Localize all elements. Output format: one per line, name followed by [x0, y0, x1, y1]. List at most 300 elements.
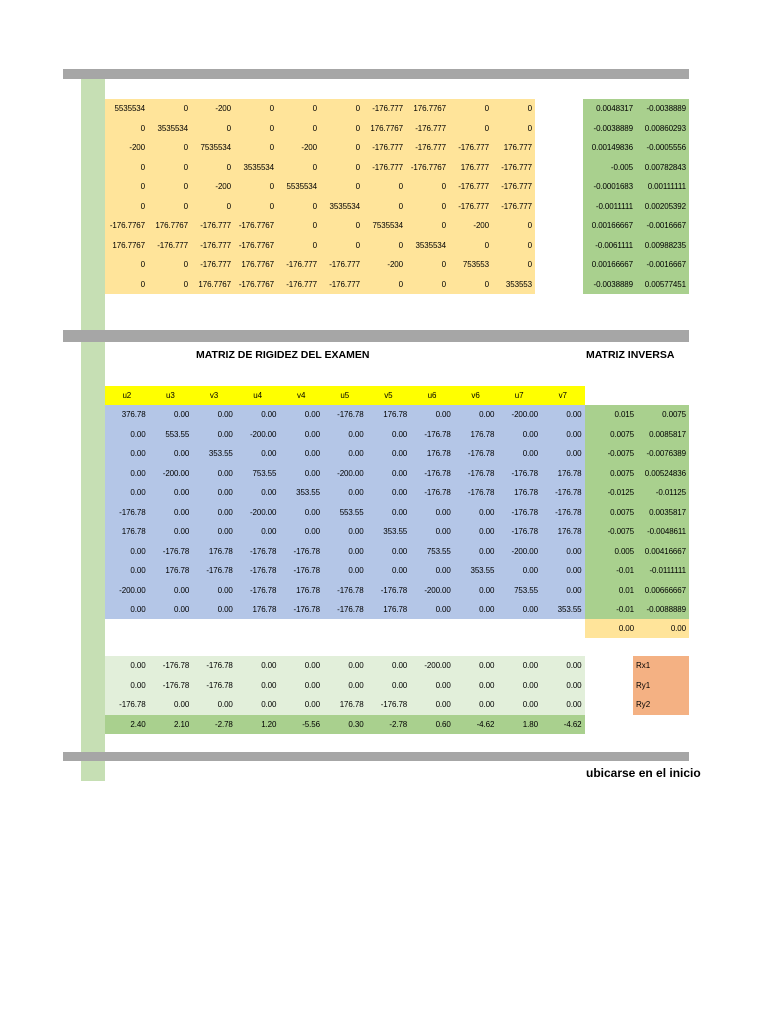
inverse-cell[interactable]: 0.00524836: [644, 468, 686, 478]
matrix-cell[interactable]: 0: [484, 279, 489, 289]
inverse-cell[interactable]: 0.0075: [610, 507, 634, 517]
inverse-cell[interactable]: -0.0016667: [646, 221, 686, 230]
matrix-cell[interactable]: 0.00: [217, 488, 233, 497]
matrix-cell[interactable]: 0: [312, 123, 317, 133]
matrix-cell[interactable]: 176.7767: [198, 279, 231, 289]
matrix-cell[interactable]: 0.00: [479, 585, 495, 595]
reaction-cell[interactable]: 0.00: [261, 680, 277, 690]
matrix-cell[interactable]: 0: [269, 182, 274, 191]
reaction-cell[interactable]: 0.00: [217, 700, 233, 709]
reaction-cell[interactable]: 0.00: [348, 661, 364, 670]
matrix-cell[interactable]: -176.78: [293, 546, 320, 556]
inverse-cell[interactable]: 0.01: [618, 585, 634, 595]
matrix-cell[interactable]: 176.78: [557, 527, 582, 536]
matrix-cell[interactable]: 0.00: [130, 429, 146, 439]
matrix-cell[interactable]: 176.78: [121, 527, 146, 536]
matrix-cell[interactable]: 0.00: [217, 585, 233, 595]
matrix-cell[interactable]: 0.00: [130, 605, 146, 614]
matrix-cell[interactable]: -176.78: [555, 507, 582, 517]
matrix-cell[interactable]: 0.00: [304, 429, 320, 439]
matrix-cell[interactable]: -176.777: [286, 260, 317, 269]
matrix-cell[interactable]: 0.00: [304, 410, 320, 419]
matrix-cell[interactable]: 0.00: [348, 488, 364, 497]
matrix-cell[interactable]: -200.00: [249, 429, 277, 439]
matrix-cell[interactable]: 0.00: [217, 605, 233, 614]
matrix-cell[interactable]: -200.00: [119, 585, 146, 595]
matrix-cell[interactable]: 0.00: [522, 429, 538, 439]
matrix-cell[interactable]: -176.78: [467, 488, 495, 497]
matrix-cell[interactable]: 0.00: [174, 585, 190, 595]
matrix-cell[interactable]: 3535534: [243, 162, 274, 172]
header-cell[interactable]: u6: [427, 391, 437, 400]
matrix-cell[interactable]: 0.00: [566, 585, 582, 595]
reaction-cell[interactable]: -176.78: [206, 661, 233, 670]
inverse-cell[interactable]: 0.00988235: [644, 240, 686, 250]
matrix-cell[interactable]: -176.777: [458, 182, 489, 191]
matrix-cell[interactable]: 0.00: [130, 546, 146, 556]
matrix-cell[interactable]: -176.777: [329, 260, 360, 269]
matrix-cell[interactable]: 376.78: [121, 410, 146, 419]
matrix-cell[interactable]: -176.777: [329, 279, 360, 289]
reaction-cell[interactable]: 0.00: [479, 700, 495, 709]
matrix-cell[interactable]: 0: [312, 162, 317, 172]
matrix-cell[interactable]: -200.00: [249, 507, 277, 517]
matrix-cell[interactable]: 176.78: [165, 566, 190, 575]
displacement-cell[interactable]: -2.78: [389, 720, 408, 729]
matrix-cell[interactable]: -176.78: [337, 585, 364, 595]
inverse-cell[interactable]: 0.005: [614, 546, 634, 556]
matrix-cell[interactable]: 0.00: [217, 429, 233, 439]
matrix-cell[interactable]: 353.55: [383, 527, 408, 536]
displacement-cell[interactable]: -5.56: [302, 720, 320, 729]
matrix-cell[interactable]: 0.00: [130, 566, 146, 575]
matrix-cell[interactable]: 176.7767: [155, 221, 188, 230]
matrix-cell[interactable]: 0: [355, 162, 360, 172]
matrix-cell[interactable]: -176.78: [555, 488, 582, 497]
reaction-cell[interactable]: -176.78: [206, 680, 233, 690]
matrix-cell[interactable]: -176.78: [467, 468, 495, 478]
displacement-cell[interactable]: 0.60: [435, 720, 451, 729]
matrix-cell[interactable]: 0: [183, 260, 188, 269]
matrix-cell[interactable]: 3535534: [329, 201, 360, 211]
matrix-cell[interactable]: 0: [183, 279, 188, 289]
matrix-cell[interactable]: 0.00: [391, 546, 408, 556]
matrix-cell[interactable]: 176.78: [208, 546, 233, 556]
matrix-cell[interactable]: -176.777: [372, 162, 403, 172]
matrix-cell[interactable]: 0.00: [479, 410, 495, 419]
matrix-cell[interactable]: 176.7767: [413, 104, 446, 113]
matrix-cell[interactable]: 353.55: [557, 605, 582, 614]
matrix-cell[interactable]: 753553: [462, 260, 489, 269]
matrix-cell[interactable]: 0: [527, 260, 532, 269]
matrix-cell[interactable]: 7535534: [372, 221, 403, 230]
reaction-cell[interactable]: 0.00: [522, 700, 538, 709]
inverse-cell[interactable]: -0.0048611: [647, 527, 686, 536]
inverse-cell[interactable]: 0.00577451: [644, 279, 686, 289]
matrix-cell[interactable]: 176.78: [514, 488, 538, 497]
inverse-cell[interactable]: -0.0038889: [646, 104, 686, 113]
go-to-start-link[interactable]: ubicarse en el inicio: [586, 766, 701, 780]
matrix-cell[interactable]: 0.00: [261, 410, 277, 419]
header-cell[interactable]: v3: [209, 391, 219, 400]
matrix-cell[interactable]: 0: [140, 260, 145, 269]
matrix-cell[interactable]: -176.78: [337, 410, 364, 419]
matrix-cell[interactable]: 0.00: [174, 488, 190, 497]
matrix-cell[interactable]: -176.7767: [238, 221, 274, 230]
matrix-cell[interactable]: 0.00: [130, 488, 146, 497]
inverse-cell[interactable]: -0.0088889: [646, 605, 686, 614]
matrix-cell[interactable]: 0.00: [174, 410, 190, 419]
inverse-cell[interactable]: 0.00166667: [591, 260, 633, 269]
inverse-cell[interactable]: -0.01: [616, 605, 634, 614]
matrix-cell[interactable]: -176.78: [249, 566, 277, 575]
matrix-cell[interactable]: -176.78: [249, 585, 277, 595]
inverse-cell[interactable]: 0.0048317: [596, 104, 633, 113]
matrix-cell[interactable]: 3535534: [157, 123, 188, 133]
inverse-cell[interactable]: 0.0075: [662, 410, 686, 419]
matrix-cell[interactable]: 0: [527, 123, 532, 133]
matrix-cell[interactable]: -176.78: [424, 468, 451, 478]
matrix-cell[interactable]: -176.777: [200, 221, 231, 230]
matrix-cell[interactable]: 0.00: [479, 527, 495, 536]
matrix-cell[interactable]: 176.78: [252, 605, 277, 614]
matrix-cell[interactable]: 0: [312, 240, 317, 250]
matrix-cell[interactable]: 0.00: [391, 449, 408, 458]
displacement-cell[interactable]: -4.62: [563, 720, 582, 729]
inverse-cell[interactable]: -0.0125: [607, 488, 634, 497]
matrix-cell[interactable]: 0.00: [217, 468, 233, 478]
matrix-cell[interactable]: 0: [355, 182, 360, 191]
matrix-cell[interactable]: 0: [183, 201, 188, 211]
reaction-cell[interactable]: 176.78: [339, 700, 364, 709]
reaction-cell[interactable]: 0.00: [435, 680, 451, 690]
matrix-cell[interactable]: -176.777: [501, 162, 532, 172]
reaction-cell[interactable]: 0.00: [566, 700, 582, 709]
inverse-cell[interactable]: -0.0038889: [593, 123, 633, 133]
inverse-cell[interactable]: -0.0061111: [595, 240, 633, 250]
header-cell[interactable]: u3: [166, 391, 175, 400]
matrix-cell[interactable]: -176.777: [458, 201, 489, 211]
matrix-cell[interactable]: 0: [484, 123, 489, 133]
matrix-cell[interactable]: 0.00: [522, 449, 538, 458]
matrix-cell[interactable]: -200: [301, 143, 317, 152]
matrix-cell[interactable]: 353553: [505, 279, 532, 289]
matrix-cell[interactable]: 0: [312, 201, 317, 211]
matrix-cell[interactable]: 0.00: [522, 605, 538, 614]
matrix-cell[interactable]: 0.00: [130, 449, 146, 458]
matrix-cell[interactable]: -176.78: [162, 546, 190, 556]
matrix-cell[interactable]: 0: [312, 221, 317, 230]
matrix-cell[interactable]: -176.78: [511, 468, 538, 478]
header-cell[interactable]: v7: [558, 391, 567, 400]
matrix-cell[interactable]: 0: [484, 240, 489, 250]
matrix-cell[interactable]: -200.00: [337, 468, 364, 478]
reaction-cell[interactable]: -176.78: [162, 661, 190, 670]
matrix-cell[interactable]: -176.777: [415, 123, 446, 133]
total-cell[interactable]: 0.00: [618, 624, 634, 633]
matrix-cell[interactable]: -176.777: [458, 143, 489, 152]
reaction-cell[interactable]: 0.00: [130, 661, 146, 670]
matrix-cell[interactable]: -176.78: [511, 507, 538, 517]
inverse-cell[interactable]: 0.00166667: [591, 221, 633, 230]
matrix-cell[interactable]: 0: [183, 104, 188, 113]
inverse-cell[interactable]: -0.0038889: [593, 279, 633, 289]
matrix-cell[interactable]: 0.00: [304, 527, 320, 536]
inverse-cell[interactable]: 0.00416667: [644, 546, 686, 556]
inverse-cell[interactable]: 0.00782843: [644, 162, 686, 172]
matrix-cell[interactable]: -176.78: [293, 605, 320, 614]
matrix-cell[interactable]: 0: [398, 201, 403, 211]
matrix-cell[interactable]: 0.00: [130, 468, 146, 478]
matrix-cell[interactable]: -200.00: [424, 585, 451, 595]
matrix-cell[interactable]: -176.777: [372, 104, 403, 113]
matrix-cell[interactable]: 553.55: [165, 429, 190, 439]
matrix-cell[interactable]: -176.7767: [238, 240, 274, 250]
matrix-cell[interactable]: 0.00: [566, 546, 582, 556]
matrix-cell[interactable]: 0.00: [217, 507, 233, 517]
matrix-cell[interactable]: 0: [226, 201, 231, 211]
matrix-cell[interactable]: 0.00: [435, 605, 451, 614]
displacement-cell[interactable]: 1.80: [522, 720, 538, 729]
inverse-cell[interactable]: 0.00149836: [591, 143, 633, 152]
matrix-cell[interactable]: 0: [140, 182, 145, 191]
matrix-cell[interactable]: 0.00: [174, 527, 190, 536]
inverse-cell[interactable]: -0.0011111: [595, 201, 633, 211]
displacement-cell[interactable]: -4.62: [476, 720, 495, 729]
matrix-cell[interactable]: 0: [441, 201, 446, 211]
matrix-cell[interactable]: 0: [355, 123, 360, 133]
matrix-cell[interactable]: 0: [183, 162, 188, 172]
matrix-cell[interactable]: -176.7767: [410, 162, 446, 172]
matrix-cell[interactable]: 0.00: [304, 449, 320, 458]
matrix-cell[interactable]: 0.00: [174, 605, 190, 614]
matrix-cell[interactable]: 0: [527, 221, 532, 230]
matrix-cell[interactable]: 0.00: [261, 527, 277, 536]
matrix-cell[interactable]: 176.777: [460, 162, 489, 172]
header-cell[interactable]: u5: [340, 391, 350, 400]
matrix-cell[interactable]: 0.00: [435, 410, 451, 419]
matrix-cell[interactable]: 0: [398, 279, 403, 289]
matrix-cell[interactable]: 0.00: [391, 429, 408, 439]
matrix-cell[interactable]: 0.00: [348, 527, 364, 536]
matrix-cell[interactable]: -176.78: [206, 566, 233, 575]
matrix-cell[interactable]: 176.78: [296, 585, 320, 595]
matrix-cell[interactable]: 0: [269, 104, 274, 113]
inverse-cell[interactable]: -0.0075: [607, 449, 634, 458]
matrix-cell[interactable]: -176.777: [286, 279, 317, 289]
matrix-cell[interactable]: 0.00: [261, 449, 277, 458]
matrix-cell[interactable]: 5535534: [286, 182, 317, 191]
reaction-cell[interactable]: 0.00: [348, 680, 364, 690]
reaction-cell[interactable]: -176.78: [119, 700, 146, 709]
inverse-cell[interactable]: 0.0075: [610, 468, 634, 478]
matrix-cell[interactable]: 176.7767: [370, 123, 403, 133]
inverse-cell[interactable]: -0.005: [610, 162, 633, 172]
displacement-cell[interactable]: 0.30: [348, 720, 364, 729]
inverse-cell[interactable]: -0.0016667: [646, 260, 686, 269]
matrix-cell[interactable]: 0: [226, 162, 231, 172]
total-cell[interactable]: 0.00: [670, 624, 686, 633]
matrix-cell[interactable]: -176.777: [200, 260, 231, 269]
matrix-cell[interactable]: 0: [140, 279, 145, 289]
inverse-cell[interactable]: 0.00860293: [644, 123, 686, 133]
matrix-cell[interactable]: -200: [215, 104, 231, 113]
matrix-cell[interactable]: 0: [269, 201, 274, 211]
reaction-cell[interactable]: 0.00: [522, 680, 538, 690]
matrix-cell[interactable]: 0.00: [391, 468, 408, 478]
matrix-cell[interactable]: 0: [441, 221, 446, 230]
displacement-cell[interactable]: 2.40: [130, 720, 146, 729]
matrix-cell[interactable]: -176.777: [501, 201, 532, 211]
inverse-cell[interactable]: -0.01: [616, 566, 634, 575]
matrix-cell[interactable]: 0: [140, 162, 145, 172]
matrix-cell[interactable]: -200.00: [162, 468, 190, 478]
reaction-cell[interactable]: 0.00: [522, 661, 538, 670]
matrix-cell[interactable]: 0.00: [217, 410, 233, 419]
matrix-cell[interactable]: 0.00: [435, 527, 451, 536]
matrix-cell[interactable]: -176.78: [337, 605, 364, 614]
matrix-cell[interactable]: 0.00: [217, 527, 233, 536]
header-cell[interactable]: v4: [297, 391, 306, 400]
matrix-cell[interactable]: 0: [398, 182, 403, 191]
matrix-cell[interactable]: 0: [140, 123, 145, 133]
matrix-cell[interactable]: 353.55: [470, 566, 495, 575]
matrix-cell[interactable]: 753.55: [514, 585, 538, 595]
displacement-cell[interactable]: 2.10: [174, 720, 190, 729]
matrix-cell[interactable]: 0: [441, 182, 446, 191]
reaction-cell[interactable]: 0.00: [261, 700, 277, 709]
matrix-cell[interactable]: 0: [527, 104, 532, 113]
reaction-cell[interactable]: 0.00: [130, 680, 146, 690]
matrix-cell[interactable]: 0.00: [348, 546, 364, 556]
matrix-cell[interactable]: -200: [473, 221, 489, 230]
matrix-cell[interactable]: 0: [527, 240, 532, 250]
inverse-cell[interactable]: -0.0111111: [649, 566, 686, 575]
matrix-cell[interactable]: 0.00: [435, 507, 451, 517]
matrix-cell[interactable]: 176.78: [470, 429, 495, 439]
matrix-cell[interactable]: -176.777: [200, 240, 231, 250]
matrix-cell[interactable]: 753.55: [252, 468, 277, 478]
matrix-cell[interactable]: 0: [441, 260, 446, 269]
matrix-cell[interactable]: -176.78: [249, 546, 277, 556]
matrix-cell[interactable]: 176.7767: [112, 240, 145, 250]
matrix-cell[interactable]: 176.78: [383, 605, 408, 614]
reaction-cell[interactable]: -176.78: [380, 700, 408, 709]
matrix-cell[interactable]: 0.00: [566, 449, 582, 458]
inverse-cell[interactable]: 0.00205392: [644, 201, 686, 211]
matrix-cell[interactable]: -176.78: [511, 527, 538, 536]
inverse-cell[interactable]: 0.015: [614, 410, 634, 419]
matrix-cell[interactable]: 0: [140, 201, 145, 211]
header-cell[interactable]: v5: [384, 391, 393, 400]
reaction-cell[interactable]: 0.00: [304, 700, 320, 709]
reaction-cell[interactable]: 0.00: [566, 680, 582, 690]
inverse-cell[interactable]: -0.01125: [655, 488, 686, 497]
header-cell[interactable]: u4: [253, 391, 262, 400]
matrix-cell[interactable]: -176.7767: [238, 279, 274, 289]
matrix-cell[interactable]: 0.00: [304, 507, 320, 517]
matrix-cell[interactable]: 0: [226, 123, 231, 133]
matrix-cell[interactable]: 0.00: [348, 449, 364, 458]
displacement-cell[interactable]: 1.20: [261, 720, 277, 729]
matrix-cell[interactable]: 176.78: [426, 449, 451, 458]
header-cell[interactable]: u7: [514, 391, 524, 400]
matrix-cell[interactable]: 0.00: [479, 546, 495, 556]
matrix-cell[interactable]: 3535534: [415, 240, 446, 250]
matrix-cell[interactable]: 753.55: [426, 546, 451, 556]
matrix-cell[interactable]: 0.00: [522, 566, 538, 575]
matrix-cell[interactable]: 0: [355, 221, 360, 230]
matrix-cell[interactable]: 7535534: [200, 143, 231, 152]
matrix-cell[interactable]: 176.78: [557, 468, 582, 478]
matrix-cell[interactable]: -200.00: [511, 546, 538, 556]
matrix-cell[interactable]: -200: [129, 143, 145, 152]
matrix-cell[interactable]: 0.00: [304, 468, 320, 478]
matrix-cell[interactable]: 0: [355, 104, 360, 113]
matrix-cell[interactable]: 0: [441, 279, 446, 289]
header-cell[interactable]: v6: [471, 391, 480, 400]
matrix-cell[interactable]: -176.777: [372, 143, 403, 152]
matrix-cell[interactable]: 0.00: [261, 488, 277, 497]
matrix-cell[interactable]: -176.777: [157, 240, 188, 250]
inverse-cell[interactable]: 0.0085817: [649, 429, 686, 439]
matrix-cell[interactable]: 0.00: [566, 410, 582, 419]
reaction-cell[interactable]: 0.00: [304, 680, 320, 690]
reaction-cell[interactable]: 0.00: [479, 661, 495, 670]
reaction-cell[interactable]: -200.00: [424, 661, 451, 670]
matrix-cell[interactable]: -200: [387, 260, 403, 269]
reaction-cell[interactable]: 0.00: [391, 680, 408, 690]
matrix-cell[interactable]: 176.78: [383, 410, 408, 419]
reaction-cell[interactable]: 0.00: [174, 700, 190, 709]
matrix-cell[interactable]: 0.00: [566, 429, 582, 439]
matrix-cell[interactable]: 0.00: [174, 507, 190, 517]
matrix-cell[interactable]: -176.78: [293, 566, 320, 575]
reaction-cell[interactable]: 0.00: [435, 700, 451, 709]
inverse-cell[interactable]: -0.0075: [607, 527, 634, 536]
reaction-cell[interactable]: 0.00: [261, 661, 277, 670]
header-cell[interactable]: u2: [122, 391, 132, 400]
displacement-cell[interactable]: -2.78: [215, 720, 233, 729]
inverse-cell[interactable]: 0.0035817: [649, 507, 686, 517]
matrix-cell[interactable]: 0.00: [174, 449, 190, 458]
matrix-cell[interactable]: 0.00: [479, 605, 495, 614]
matrix-cell[interactable]: -176.78: [424, 488, 451, 497]
matrix-cell[interactable]: 0.00: [391, 488, 408, 497]
matrix-cell[interactable]: -176.78: [119, 507, 146, 517]
matrix-cell[interactable]: 0: [269, 123, 274, 133]
matrix-cell[interactable]: 5535534: [114, 104, 145, 113]
inverse-cell[interactable]: -0.0001683: [593, 182, 633, 191]
matrix-cell[interactable]: 0.00: [391, 507, 408, 517]
matrix-cell[interactable]: 353.55: [208, 449, 233, 458]
matrix-cell[interactable]: 0.00: [435, 566, 451, 575]
matrix-cell[interactable]: 176.7767: [241, 260, 274, 269]
inverse-cell[interactable]: 0.00666667: [644, 585, 686, 595]
matrix-cell[interactable]: -176.78: [424, 429, 451, 439]
matrix-cell[interactable]: -176.78: [380, 585, 408, 595]
matrix-cell[interactable]: 0: [355, 240, 360, 250]
matrix-cell[interactable]: -176.777: [415, 143, 446, 152]
matrix-cell[interactable]: -176.777: [501, 182, 532, 191]
matrix-cell[interactable]: 0: [312, 104, 317, 113]
matrix-cell[interactable]: 0: [355, 143, 360, 152]
matrix-cell[interactable]: 0.00: [348, 429, 364, 439]
matrix-cell[interactable]: 176.777: [503, 143, 532, 152]
reaction-cell[interactable]: 0.00: [479, 680, 495, 690]
matrix-cell[interactable]: 0: [183, 182, 188, 191]
matrix-cell[interactable]: 0.00: [566, 566, 582, 575]
